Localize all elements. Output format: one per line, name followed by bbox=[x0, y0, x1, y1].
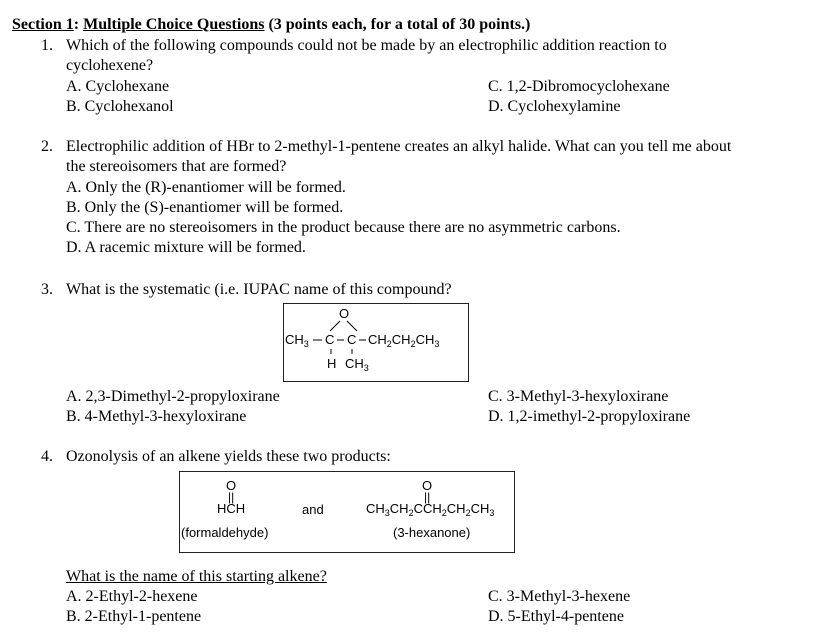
q1-text: cyclohexene? bbox=[66, 57, 154, 74]
q1-option-a: A. Cyclohexane bbox=[66, 78, 170, 95]
q4-option-b: B. 2-Ethyl-1-pentene bbox=[66, 608, 202, 625]
q3-option-d: D. 1,2-imethyl-2-propyloxirane bbox=[488, 408, 691, 425]
colon: : bbox=[73, 16, 80, 33]
hexanone-formula: $CH_3CH_2CCH_2CH_2CH_3$ bbox=[366, 501, 495, 518]
and-text: and bbox=[302, 502, 324, 517]
q3-option-a: A. 2,3-Dimethyl-2-propyloxirane bbox=[66, 388, 280, 405]
q2-option-d: D. A racemic mixture will be formed. bbox=[66, 239, 306, 256]
hexanone-oxygen: O bbox=[422, 478, 433, 493]
section-label: Section 1 bbox=[12, 16, 74, 33]
hydrogen-atom: H bbox=[327, 356, 337, 371]
q3-number: 3. bbox=[41, 281, 53, 298]
q3-option-c: C. 3-Methyl-3-hexyloxirane bbox=[488, 388, 669, 405]
q2-option-a: A. Only the (R)-enantiomer will be formed. bbox=[66, 179, 346, 196]
formaldehyde-formula: HCH bbox=[217, 501, 246, 516]
q3-option-b: B. 4-Methyl-3-hexyloxirane bbox=[66, 408, 247, 425]
q2-text: the stereoisomers that are formed? bbox=[66, 158, 287, 175]
q1-text: Which of the following compounds could not be made by an electrophilic addition reaction to bbox=[66, 37, 667, 54]
q1-option-b: B. Cyclohexanol bbox=[66, 98, 174, 115]
methyl-substituent: $CH_3$ bbox=[345, 356, 369, 373]
q2-number: 2. bbox=[41, 138, 53, 155]
q1-option-c: C. 1,2-Dibromocyclohexane bbox=[488, 78, 670, 95]
q2-text: Electrophilic addition of HBr to 2-methyl-1-pentene creates an alkyl halide. What can you tell me about bbox=[66, 138, 732, 155]
q4-number: 4. bbox=[41, 448, 53, 465]
q4-option-a: A. 2-Ethyl-2-hexene bbox=[66, 588, 198, 605]
section-points: (3 points each, for a total of 30 points.) bbox=[268, 16, 531, 33]
section-header bbox=[12, 15, 530, 35]
q2-option-b: B. Only the (S)-enantiomer will be formed. bbox=[66, 199, 344, 216]
q1-option-d: D. Cyclohexylamine bbox=[488, 98, 621, 115]
oxygen-atom: O bbox=[339, 306, 350, 321]
formaldehyde-oxygen: O bbox=[226, 478, 237, 493]
double-bond: || bbox=[424, 490, 431, 504]
double-bond: || bbox=[228, 490, 235, 504]
section-title: Multiple Choice Questions bbox=[83, 16, 265, 33]
methyl-group: $CH_3$ bbox=[285, 332, 309, 349]
q4-option-d: D. 5-Ethyl-4-pentene bbox=[488, 608, 624, 625]
q4-subquestion: What is the name of this starting alkene? bbox=[66, 568, 327, 585]
q4-option-c: C. 3-Methyl-3-hexene bbox=[488, 588, 631, 605]
q4-products-box bbox=[179, 471, 515, 553]
formaldehyde-name: (formaldehyde) bbox=[181, 525, 269, 540]
q4-text: Ozonolysis of an alkene yields these two products: bbox=[66, 448, 391, 465]
q3-structure-box bbox=[283, 303, 469, 382]
carbon-1: C bbox=[325, 332, 335, 347]
q1-number: 1. bbox=[41, 37, 53, 54]
propyl-group: $CH_2CH_2CH_3$ bbox=[368, 332, 440, 349]
hexanone-name: (3-hexanone) bbox=[393, 525, 471, 540]
carbon-2: C bbox=[347, 332, 357, 347]
q3-text: What is the systematic (i.e. IUPAC name of this compound? bbox=[66, 281, 452, 298]
q2-option-c: C. There are no stereoisomers in the product because there are no asymmetric carbons. bbox=[66, 219, 621, 236]
